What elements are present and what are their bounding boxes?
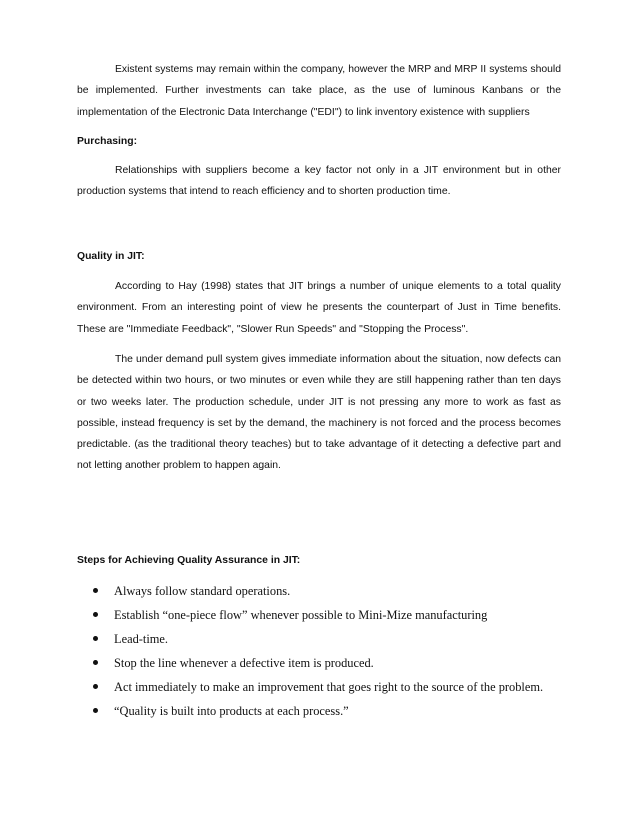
list-item-text: Stop the line whenever a defective item is produced. — [114, 656, 374, 670]
heading-quality-in-jit: Quality in JIT: — [77, 251, 145, 262]
bullet-icon — [93, 636, 98, 641]
steps-list — [90, 583, 543, 727]
bullet-icon — [93, 708, 98, 713]
list-item — [90, 631, 543, 655]
paragraph-purchasing: Relationships with suppliers become a key factor not only in a JIT environment but in other production systems that intend to reach efficiency and to shorten production time. — [77, 165, 561, 198]
paragraph-demand-pull: The under demand pull system gives immediate information about the situation, now defects can be detected within two hours, or two minutes or even while they are still happening rather than ten days or two weeks later. The production schedule, under JIT is not pressing any more to work as fast as possible, instead frequency is set by the demand, the machinery is not forced and the process becomes predictable. (as the traditional theory teaches) but to take advantage of it detecting a defective part and not letting another problem to happen again. — [77, 354, 561, 472]
list-item — [90, 583, 543, 607]
paragraph-existent-systems: Existent systems may remain within the company, however the MRP and MRP II systems should be implemented. Further investments can take place, as the use of luminous Kanbans or the implementation of the Electronic Data Interchange ("EDI") to link inventory existence with suppliers — [77, 64, 561, 118]
bullet-icon — [93, 660, 98, 665]
heading-purchasing: Purchasing: — [77, 136, 138, 147]
list-item — [90, 607, 543, 631]
list-item — [90, 655, 543, 679]
list-item-text: Establish “one-piece flow” whenever possible to Mini-Mize manufacturing — [114, 608, 488, 622]
heading-steps-quality-assurance: Steps for Achieving Quality Assurance in JIT: — [77, 555, 301, 566]
paragraph-quality-hay: According to Hay (1998) states that JIT brings a number of unique elements to a total quality environment. From an interesting point of view he presents the counterpart of Just in Time benefits. These are "Immediate Feedback", "Slower Run Speeds" and "Stopping the Process". — [77, 281, 561, 335]
list-item — [90, 679, 543, 703]
list-item-text: Always follow standard operations. — [114, 584, 291, 598]
list-item-text: Act immediately to make an improvement that goes right to the source of the problem. — [114, 680, 544, 694]
bullet-icon — [93, 684, 98, 689]
list-item-text: Lead-time. — [114, 632, 169, 646]
bullet-icon — [93, 612, 98, 617]
list-item — [90, 703, 543, 727]
list-item-text: “Quality is built into products at each process.” — [114, 704, 349, 718]
bullet-icon — [93, 588, 98, 593]
